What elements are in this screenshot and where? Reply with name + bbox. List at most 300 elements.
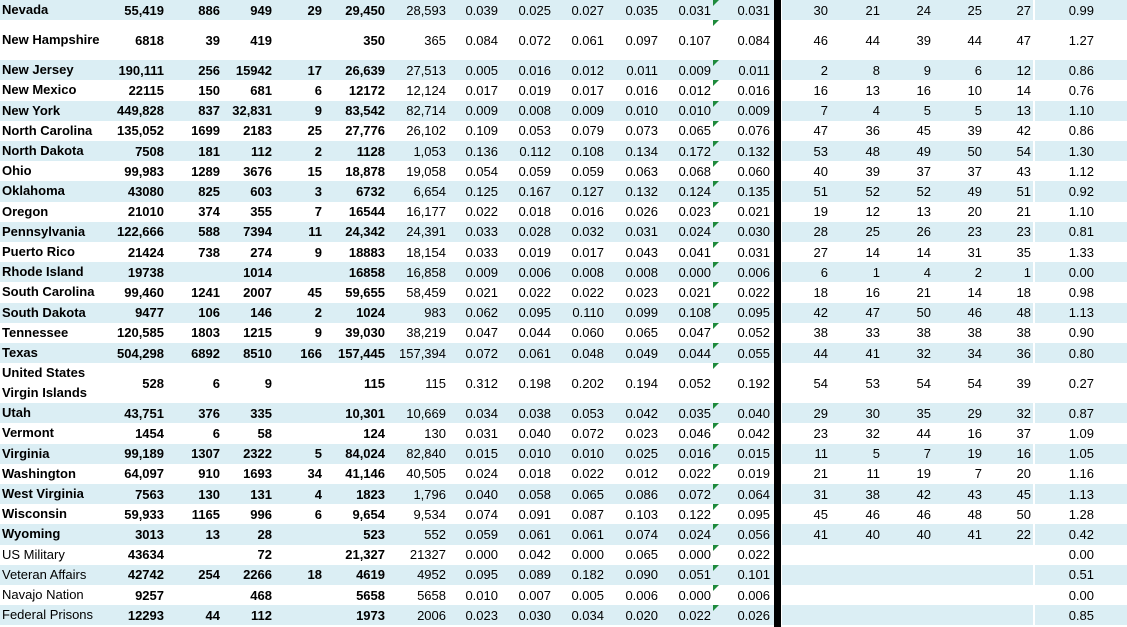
cell-col-f[interactable]: 18883 (348, 244, 385, 260)
cell-col-c[interactable] (160, 585, 220, 605)
cell-col-l[interactable]: 0.021 (678, 284, 711, 300)
cell-rank-1[interactable]: 27 (813, 244, 828, 260)
cell-col-k[interactable]: 0.006 (625, 587, 658, 603)
cell-name[interactable]: North Carolina (2, 122, 93, 138)
cell-rank-3[interactable]: 4 (923, 264, 931, 280)
cell-col-l[interactable]: 0.035 (678, 405, 711, 421)
cell-col-b[interactable]: 59,933 (124, 506, 164, 522)
cell-ratio[interactable]: 0.86 (1068, 62, 1094, 78)
cell-col-c[interactable]: 886 (198, 2, 220, 18)
cell-col-m[interactable]: 0.095 (737, 506, 770, 522)
cell-rank-3[interactable]: 9 (923, 62, 931, 78)
cell-col-f[interactable]: 5658 (356, 587, 385, 603)
cell-col-m[interactable]: 0.009 (737, 103, 770, 119)
cell-col-i[interactable]: 0.022 (518, 284, 551, 300)
cell-rank-1[interactable]: 38 (813, 325, 828, 341)
cell-name[interactable]: New Jersey (2, 62, 74, 78)
cell-rank-4[interactable]: 7 (974, 466, 982, 482)
cell-col-d[interactable]: 8510 (243, 345, 272, 361)
cell-rank-5[interactable]: 32 (1016, 405, 1031, 421)
cell-rank-1[interactable]: 16 (813, 82, 828, 98)
cell-col-k[interactable]: 0.042 (625, 405, 658, 421)
cell-col-c[interactable]: 1289 (191, 163, 220, 179)
cell-col-d[interactable]: 274 (250, 244, 272, 260)
cell-col-h[interactable]: 0.039 (465, 2, 498, 18)
cell-col-b[interactable]: 21424 (127, 244, 164, 260)
cell-col-b[interactable]: 504,298 (117, 345, 164, 361)
cell-col-j[interactable]: 0.022 (571, 284, 604, 300)
cell-col-g[interactable]: 40,505 (406, 466, 446, 482)
cell-col-k[interactable]: 0.065 (625, 547, 658, 563)
cell-col-d[interactable]: 9 (264, 375, 272, 391)
cell-col-j[interactable]: 0.048 (571, 345, 604, 361)
cell-rank-3[interactable]: 21 (916, 284, 931, 300)
cell-col-e[interactable]: 6 (314, 506, 322, 522)
cell-rank-4[interactable]: 2 (974, 264, 982, 280)
cell-col-h[interactable]: 0.000 (465, 547, 498, 563)
cell-rank-2[interactable]: 4 (872, 103, 880, 119)
cell-col-i[interactable]: 0.018 (518, 466, 551, 482)
cell-col-j[interactable]: 0.027 (571, 2, 604, 18)
cell-col-i[interactable]: 0.008 (518, 103, 551, 119)
cell-rank-5[interactable]: 20 (1016, 466, 1031, 482)
cell-col-i[interactable]: 0.006 (518, 264, 551, 280)
cell-col-k[interactable]: 0.008 (625, 264, 658, 280)
cell-rank-1[interactable]: 45 (813, 506, 828, 522)
cell-rank-4[interactable]: 23 (967, 224, 982, 240)
cell-col-c[interactable]: 13 (205, 526, 220, 542)
cell-col-c[interactable]: 1803 (191, 325, 220, 341)
cell-col-g[interactable]: 82,714 (406, 103, 446, 119)
cell-col-g[interactable]: 58,459 (406, 284, 446, 300)
cell-col-g[interactable]: 16,177 (406, 204, 446, 220)
cell-col-m[interactable]: 0.060 (737, 163, 770, 179)
cell-col-g[interactable]: 6,654 (413, 183, 446, 199)
cell-ratio[interactable]: 1.13 (1068, 486, 1094, 502)
cell-rank-2[interactable]: 47 (865, 305, 880, 321)
cell-col-h[interactable]: 0.059 (465, 526, 498, 542)
cell-rank-3[interactable]: 42 (916, 486, 931, 502)
cell-rank-4[interactable]: 43 (967, 486, 982, 502)
cell-rank-3[interactable]: 24 (916, 2, 931, 18)
cell-rank-3[interactable]: 46 (916, 506, 931, 522)
cell-ratio[interactable]: 0.99 (1068, 2, 1094, 18)
cell-ratio[interactable]: 0.81 (1068, 224, 1094, 240)
cell-col-j[interactable]: 0.065 (571, 486, 604, 502)
cell-col-f[interactable]: 1128 (356, 143, 385, 159)
cell-col-i[interactable]: 0.038 (518, 405, 551, 421)
cell-col-d[interactable]: 2266 (243, 567, 272, 583)
cell-rank-4[interactable]: 37 (967, 163, 982, 179)
cell-col-m[interactable]: 0.030 (737, 224, 770, 240)
cell-col-f[interactable]: 24,342 (345, 224, 385, 240)
cell-col-c[interactable]: 6892 (191, 345, 220, 361)
cell-col-k[interactable]: 0.097 (625, 32, 658, 48)
cell-col-m[interactable]: 0.006 (737, 264, 770, 280)
cell-col-c[interactable]: 6 (212, 425, 220, 441)
cell-col-e[interactable]: 25 (307, 123, 322, 139)
cell-col-l[interactable]: 0.000 (678, 264, 711, 280)
cell-col-f[interactable]: 157,445 (338, 345, 385, 361)
cell-col-m[interactable]: 0.031 (737, 2, 770, 18)
cell-rank-4[interactable]: 44 (967, 32, 982, 48)
cell-rank-4[interactable]: 46 (967, 305, 982, 321)
cell-rank-5[interactable]: 36 (1016, 345, 1031, 361)
cell-rank-2[interactable]: 52 (865, 183, 880, 199)
cell-ratio[interactable]: 0.80 (1068, 345, 1094, 361)
cell-col-l[interactable]: 0.023 (678, 204, 711, 220)
cell-col-d[interactable]: 2007 (243, 284, 272, 300)
cell-col-m[interactable]: 0.101 (737, 567, 770, 583)
cell-rank-1[interactable]: 54 (813, 375, 828, 391)
cell-col-d[interactable]: 335 (250, 405, 272, 421)
cell-rank-2[interactable]: 11 (866, 466, 880, 482)
cell-col-b[interactable]: 19738 (127, 264, 164, 280)
cell-col-m[interactable]: 0.055 (737, 345, 770, 361)
cell-col-j[interactable]: 0.072 (571, 425, 604, 441)
cell-rank-3[interactable]: 37 (916, 163, 931, 179)
cell-col-i[interactable]: 0.042 (518, 547, 551, 563)
cell-col-c[interactable]: 181 (198, 143, 220, 159)
cell-rank-5[interactable]: 27 (1016, 2, 1031, 18)
cell-rank-4[interactable]: 31 (967, 244, 982, 260)
cell-rank-5[interactable]: 48 (1016, 305, 1031, 321)
cell-col-b[interactable]: 7563 (135, 486, 164, 502)
cell-col-i[interactable]: 0.044 (518, 325, 551, 341)
cell-rank-5[interactable]: 43 (1016, 163, 1031, 179)
cell-ratio[interactable]: 1.28 (1068, 506, 1094, 522)
cell-col-f[interactable]: 21,327 (345, 547, 385, 563)
cell-col-m[interactable]: 0.031 (737, 244, 770, 260)
cell-rank-2[interactable]: 30 (865, 405, 880, 421)
cell-col-l[interactable]: 0.041 (678, 244, 711, 260)
cell-col-b[interactable]: 7508 (135, 143, 164, 159)
cell-col-l[interactable]: 0.107 (678, 32, 711, 48)
cell-rank-2[interactable]: 48 (865, 143, 880, 159)
cell-col-d[interactable]: 146 (250, 305, 272, 321)
cell-rank-2[interactable]: 12 (865, 204, 880, 220)
cell-col-d[interactable]: 15942 (235, 62, 272, 78)
cell-rank-4[interactable]: 49 (967, 183, 982, 199)
cell-col-e[interactable]: 18 (307, 567, 322, 583)
cell-rank-5[interactable]: 37 (1016, 425, 1031, 441)
cell-rank-4[interactable]: 5 (974, 103, 982, 119)
cell-col-k[interactable]: 0.011 (626, 62, 658, 78)
cell-col-h[interactable]: 0.010 (465, 587, 498, 603)
cell-col-m[interactable]: 0.021 (737, 204, 770, 220)
cell-col-l[interactable]: 0.022 (678, 607, 711, 623)
cell-col-k[interactable]: 0.012 (625, 466, 658, 482)
cell-col-g[interactable]: 9,534 (413, 506, 446, 522)
cell-rank-3[interactable]: 7 (923, 446, 931, 462)
cell-col-f[interactable]: 84,024 (345, 446, 385, 462)
cell-rank-3[interactable]: 38 (916, 325, 931, 341)
cell-name[interactable]: Wyoming (2, 526, 61, 542)
cell-col-g[interactable]: 157,394 (399, 345, 446, 361)
cell-name[interactable]: Wisconsin (2, 506, 67, 522)
cell-col-j[interactable]: 0.008 (571, 264, 604, 280)
cell-name[interactable]: Veteran Affairs (2, 566, 87, 582)
cell-col-b[interactable]: 43634 (127, 547, 164, 563)
cell-col-f[interactable]: 29,450 (345, 2, 385, 18)
cell-col-h[interactable]: 0.074 (465, 506, 498, 522)
cell-col-g[interactable]: 19,058 (406, 163, 446, 179)
cell-col-m[interactable]: 0.042 (737, 425, 770, 441)
cell-col-l[interactable]: 0.024 (678, 224, 711, 240)
cell-rank-3[interactable]: 52 (916, 183, 931, 199)
cell-rank-4[interactable]: 29 (967, 405, 982, 421)
cell-col-d[interactable]: 419 (250, 32, 272, 48)
cell-rank-4[interactable]: 34 (967, 345, 982, 361)
cell-col-b[interactable]: 190,111 (118, 62, 164, 78)
cell-col-g[interactable]: 115 (425, 375, 446, 391)
cell-col-g[interactable]: 5658 (417, 587, 446, 603)
cell-col-k[interactable]: 0.049 (625, 345, 658, 361)
cell-name[interactable]: Texas (2, 345, 38, 361)
cell-rank-2[interactable]: 1 (872, 264, 880, 280)
cell-name[interactable]: New Hampshire (2, 32, 100, 48)
cell-col-m[interactable]: 0.132 (737, 143, 770, 159)
cell-name[interactable]: South Carolina (2, 284, 95, 300)
cell-col-h[interactable]: 0.040 (465, 486, 498, 502)
cell-col-e[interactable]: 9 (314, 103, 322, 119)
cell-rank-2[interactable]: 5 (872, 446, 880, 462)
cell-col-b[interactable]: 64,097 (124, 466, 164, 482)
cell-col-c[interactable]: 44 (205, 607, 220, 623)
cell-col-h[interactable]: 0.109 (465, 123, 498, 139)
cell-ratio[interactable]: 1.09 (1068, 425, 1094, 441)
cell-col-i[interactable]: 0.007 (518, 587, 551, 603)
cell-col-b[interactable]: 120,585 (117, 325, 164, 341)
cell-ratio[interactable]: 0.90 (1068, 325, 1094, 341)
cell-col-d[interactable]: 1014 (243, 264, 272, 280)
cell-col-g[interactable]: 24,391 (406, 224, 446, 240)
cell-col-h[interactable]: 0.017 (465, 82, 498, 98)
cell-name[interactable]: Ohio (2, 163, 32, 179)
cell-col-h[interactable]: 0.062 (465, 305, 498, 321)
cell-rank-4[interactable]: 25 (967, 2, 982, 18)
cell-col-e[interactable]: 29 (307, 2, 322, 18)
cell-col-l[interactable]: 0.172 (678, 143, 711, 159)
cell-col-j[interactable]: 0.017 (571, 82, 604, 98)
cell-rank-4[interactable]: 10 (967, 82, 982, 98)
cell-rank-5[interactable]: 47 (1016, 32, 1031, 48)
cell-col-g[interactable]: 28,593 (406, 2, 446, 18)
cell-rank-1[interactable]: 53 (813, 143, 828, 159)
cell-col-f[interactable]: 41,146 (345, 466, 385, 482)
cell-rank-4[interactable]: 16 (967, 425, 982, 441)
cell-col-f[interactable]: 12172 (348, 82, 385, 98)
cell-col-e[interactable]: 2 (314, 143, 322, 159)
cell-col-h[interactable]: 0.054 (465, 163, 498, 179)
cell-col-f[interactable]: 1973 (356, 607, 385, 623)
cell-col-k[interactable]: 0.020 (625, 607, 658, 623)
cell-col-m[interactable]: 0.006 (737, 587, 770, 603)
cell-ratio[interactable]: 1.10 (1068, 204, 1094, 220)
cell-col-g[interactable]: 26,102 (406, 123, 446, 139)
cell-rank-4[interactable]: 48 (967, 506, 982, 522)
cell-col-l[interactable]: 0.010 (678, 103, 711, 119)
cell-rank-1[interactable]: 6 (820, 264, 828, 280)
cell-col-m[interactable]: 0.095 (737, 305, 770, 321)
cell-rank-4[interactable]: 54 (967, 375, 982, 391)
cell-col-k[interactable]: 0.023 (625, 425, 658, 441)
cell-rank-2[interactable]: 44 (865, 32, 880, 48)
cell-col-h[interactable]: 0.033 (465, 224, 498, 240)
cell-col-j[interactable]: 0.079 (571, 123, 604, 139)
cell-rank-2[interactable]: 33 (865, 325, 880, 341)
cell-col-k[interactable]: 0.025 (625, 446, 658, 462)
cell-rank-3[interactable]: 14 (916, 244, 931, 260)
cell-col-k[interactable]: 0.016 (625, 82, 658, 98)
cell-rank-5[interactable]: 22 (1016, 526, 1031, 542)
cell-name[interactable]: Puerto Rico (2, 244, 75, 260)
cell-name[interactable]: North Dakota (2, 143, 84, 159)
cell-col-m[interactable]: 0.056 (737, 526, 770, 542)
cell-name[interactable]: Rhode Island (2, 264, 84, 280)
cell-rank-4[interactable]: 38 (967, 325, 982, 341)
cell-col-d[interactable]: 1215 (243, 325, 272, 341)
cell-col-e[interactable]: 11 (308, 224, 322, 240)
cell-col-j[interactable]: 0.010 (571, 446, 604, 462)
cell-col-j[interactable]: 0.060 (571, 325, 604, 341)
cell-col-l[interactable]: 0.108 (678, 305, 711, 321)
cell-rank-1[interactable]: 7 (820, 103, 828, 119)
cell-col-k[interactable]: 0.023 (625, 284, 658, 300)
cell-col-f[interactable]: 1024 (356, 305, 385, 321)
cell-col-i[interactable]: 0.040 (518, 425, 551, 441)
cell-col-c[interactable]: 1699 (191, 123, 220, 139)
cell-col-d[interactable]: 112 (251, 143, 272, 159)
cell-col-j[interactable]: 0.017 (571, 244, 604, 260)
cell-col-h[interactable]: 0.125 (465, 183, 498, 199)
cell-col-k[interactable]: 0.010 (625, 103, 658, 119)
cell-rank-3[interactable]: 54 (916, 375, 931, 391)
cell-rank-3[interactable]: 49 (916, 143, 931, 159)
cell-rank-5[interactable]: 21 (1016, 204, 1031, 220)
cell-col-f[interactable]: 59,655 (345, 284, 385, 300)
cell-col-j[interactable]: 0.108 (571, 143, 604, 159)
cell-col-j[interactable]: 0.202 (571, 375, 604, 391)
cell-col-i[interactable]: 0.058 (518, 486, 551, 502)
cell-col-k[interactable]: 0.063 (625, 163, 658, 179)
cell-name[interactable]: Navajo Nation (2, 587, 84, 603)
cell-col-c[interactable]: 1165 (191, 506, 220, 522)
cell-col-d[interactable]: 112 (251, 607, 272, 623)
cell-rank-2[interactable]: 40 (865, 526, 880, 542)
cell-name[interactable]: New York (2, 102, 61, 118)
cell-rank-3[interactable]: 44 (916, 425, 931, 441)
cell-col-f[interactable]: 27,776 (345, 123, 385, 139)
cell-rank-5[interactable]: 12 (1016, 62, 1031, 78)
cell-col-b[interactable]: 99,983 (124, 163, 164, 179)
cell-col-f[interactable]: 83,542 (345, 103, 385, 119)
cell-col-h[interactable]: 0.095 (465, 567, 498, 583)
cell-rank-1[interactable]: 51 (813, 183, 828, 199)
cell-ratio[interactable]: 0.42 (1068, 526, 1094, 542)
cell-col-k[interactable]: 0.134 (625, 143, 658, 159)
cell-col-c[interactable]: 825 (198, 183, 220, 199)
cell-col-k[interactable]: 0.043 (625, 244, 658, 260)
cell-col-i[interactable]: 0.061 (518, 526, 551, 542)
cell-rank-1[interactable]: 44 (813, 345, 828, 361)
cell-col-m[interactable]: 0.022 (737, 284, 770, 300)
cell-rank-3[interactable]: 26 (916, 224, 931, 240)
cell-rank-5[interactable]: 35 (1016, 244, 1031, 260)
cell-ratio[interactable]: 1.10 (1068, 103, 1094, 119)
cell-rank-5[interactable]: 45 (1016, 486, 1031, 502)
cell-ratio[interactable]: 0.85 (1068, 607, 1094, 623)
cell-ratio[interactable]: 0.87 (1068, 405, 1094, 421)
cell-col-h[interactable]: 0.021 (465, 284, 498, 300)
cell-col-e[interactable]: 45 (307, 284, 322, 300)
cell-col-m[interactable]: 0.015 (737, 446, 770, 462)
cell-col-i[interactable]: 0.061 (518, 345, 551, 361)
cell-name[interactable]: Oklahoma (2, 183, 65, 199)
cell-col-h[interactable]: 0.024 (465, 466, 498, 482)
cell-col-d[interactable]: 603 (250, 183, 272, 199)
cell-rank-1[interactable]: 21 (813, 466, 828, 482)
cell-col-k[interactable]: 0.026 (625, 204, 658, 220)
cell-col-g[interactable]: 983 (424, 305, 446, 321)
cell-col-g[interactable]: 18,154 (406, 244, 446, 260)
cell-rank-5[interactable]: 38 (1016, 325, 1031, 341)
cell-col-f[interactable]: 350 (363, 32, 385, 48)
cell-col-h[interactable]: 0.022 (465, 204, 498, 220)
cell-rank-2[interactable]: 8 (872, 62, 880, 78)
cell-col-e[interactable] (262, 363, 322, 403)
cell-col-m[interactable]: 0.016 (737, 82, 770, 98)
cell-col-e[interactable] (262, 524, 322, 544)
cell-col-e[interactable]: 34 (307, 466, 322, 482)
cell-rank-4[interactable]: 19 (967, 446, 982, 462)
cell-rank-1[interactable]: 30 (813, 2, 828, 18)
cell-col-j[interactable]: 0.022 (571, 466, 604, 482)
cell-name[interactable]: Virginia (2, 445, 50, 461)
cell-ratio[interactable]: 0.00 (1068, 264, 1094, 280)
cell-col-h[interactable]: 0.005 (465, 62, 498, 78)
cell-rank-5[interactable]: 39 (1016, 375, 1031, 391)
cell-col-e[interactable]: 6 (314, 82, 322, 98)
cell-ratio[interactable]: 0.92 (1068, 183, 1094, 199)
cell-rank-1[interactable]: 41 (813, 526, 828, 542)
cell-col-e[interactable]: 9 (314, 325, 322, 341)
cell-col-f[interactable]: 124 (363, 425, 385, 441)
cell-rank-4[interactable]: 14 (967, 284, 982, 300)
cell-ratio[interactable]: 1.16 (1068, 466, 1094, 482)
cell-col-k[interactable]: 0.031 (625, 224, 658, 240)
cell-col-m[interactable]: 0.022 (737, 547, 770, 563)
cell-ratio[interactable]: 1.05 (1068, 446, 1094, 462)
cell-name[interactable]: Tennessee (2, 324, 69, 340)
cell-col-h[interactable]: 0.009 (465, 264, 498, 280)
cell-col-k[interactable]: 0.073 (625, 123, 658, 139)
cell-ratio[interactable]: 1.33 (1068, 244, 1094, 260)
cell-col-k[interactable]: 0.090 (625, 567, 658, 583)
cell-name[interactable]: Nevada (2, 2, 49, 18)
cell-col-d[interactable]: 3676 (243, 163, 272, 179)
cell-name[interactable]: South Dakota (2, 304, 86, 320)
cell-col-i[interactable]: 0.019 (518, 244, 551, 260)
cell-name[interactable]: US Military (2, 546, 65, 562)
cell-col-g[interactable]: 12,124 (406, 82, 446, 98)
cell-col-m[interactable]: 0.019 (737, 466, 770, 482)
cell-rank-3[interactable]: 40 (916, 526, 931, 542)
cell-rank-5[interactable]: 51 (1016, 183, 1031, 199)
cell-col-j[interactable]: 0.127 (571, 183, 604, 199)
cell-col-e[interactable]: 2 (314, 305, 322, 321)
cell-col-l[interactable]: 0.122 (678, 506, 711, 522)
